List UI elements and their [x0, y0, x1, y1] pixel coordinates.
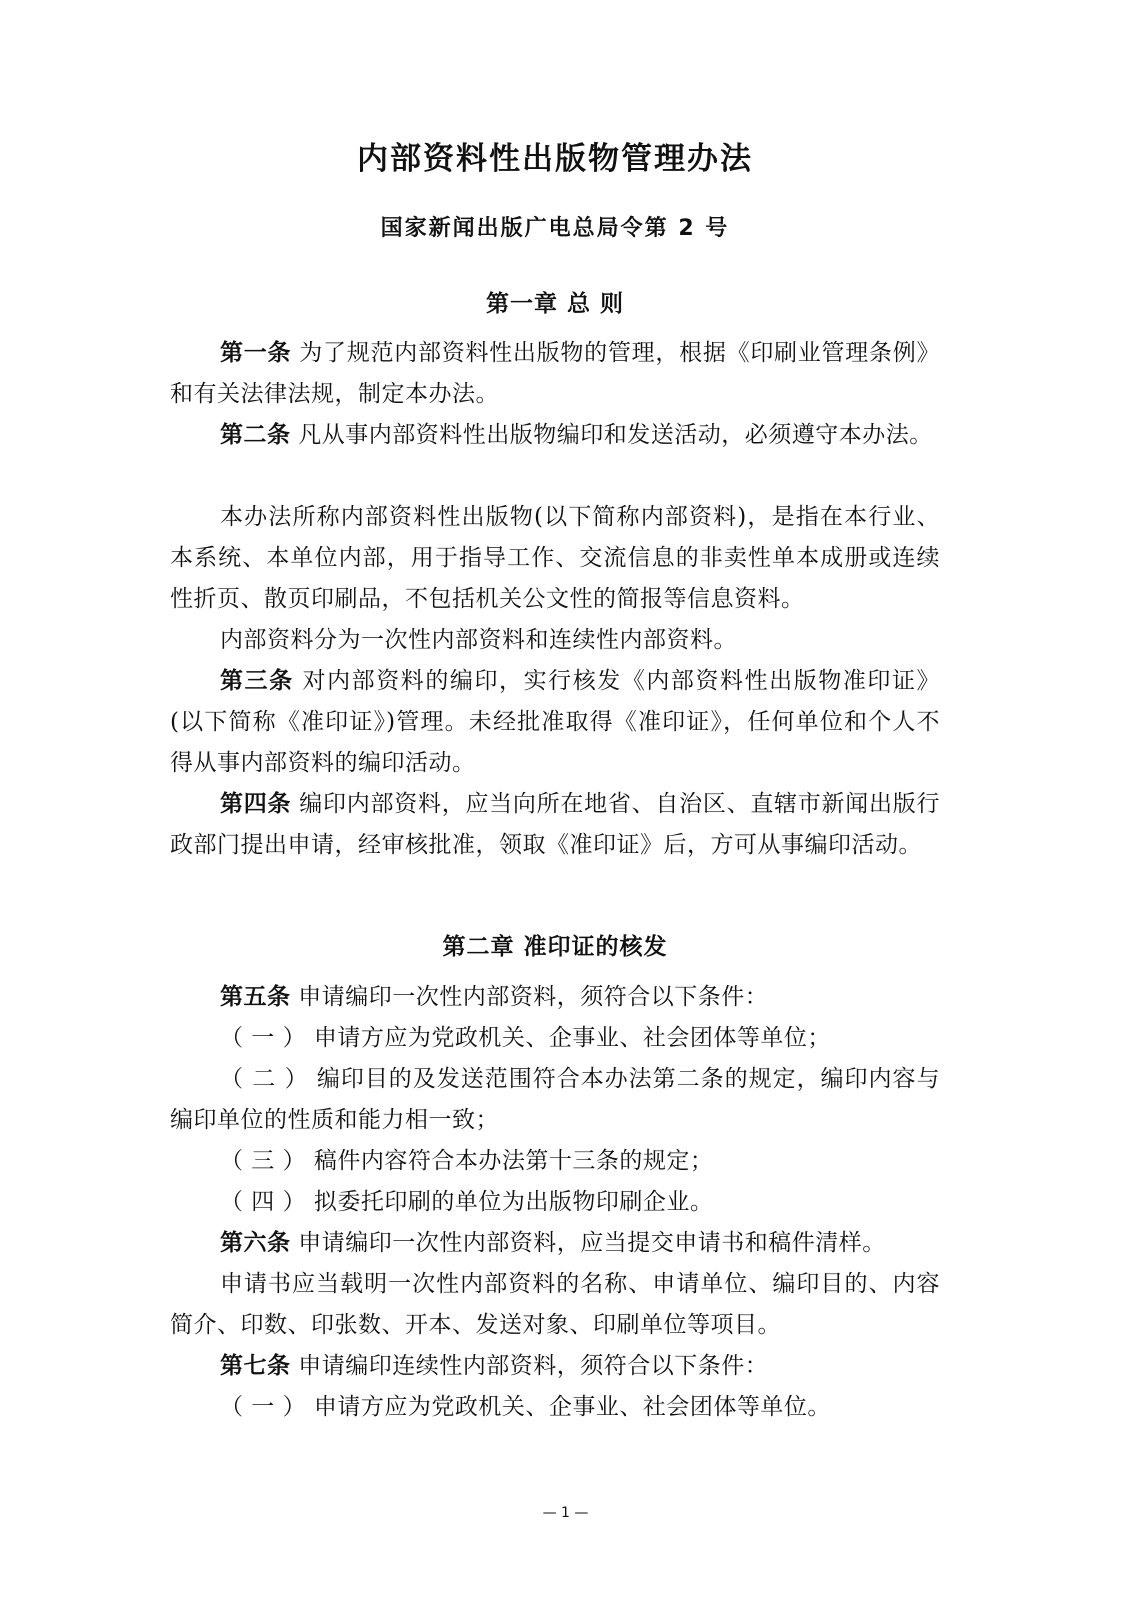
- article-text: 凡从事内部资料性出版物编印和发送活动，必须遵守本办法。: [290, 422, 933, 448]
- article-text: 为了规范内部资料性出版物的管理，根据《印刷业管理条例》和有关法律法规，制定本办法。: [170, 340, 940, 407]
- article-label: 第四条: [220, 791, 292, 817]
- article-4: [170, 784, 940, 866]
- chapter-heading-2: 第二章 准印证的核发: [442, 934, 668, 960]
- article-5-item-3: （ 三 ） 稿件内容符合本办法第十三条的规定；: [220, 1148, 714, 1174]
- article-text: 编印内部资料，应当向所在地省、自治区、直辖市新闻出版行政部门提出申请，经审核批准，领取《准印证》后，方可从事编印活动。: [170, 791, 940, 858]
- article-6: [170, 1223, 940, 1264]
- article-3: [170, 661, 940, 784]
- paragraph-definition: 本办法所称内部资料性出版物(以下简称内部资料)，是指在本行业、本系统、本单位内部，用于指导工作、交流信息的非卖性单本成册或连续性折页、散页印刷品，不包括机关公文性的简报等信息资料。: [170, 504, 940, 612]
- article-label: 第二条: [220, 422, 291, 448]
- article-7: [170, 1346, 940, 1387]
- article-label: 第一条: [220, 340, 292, 366]
- article-5-item-2: （ 二 ） 编印目的及发送范围符合本办法第二条的规定，编印内容与编印单位的性质和能力相一致；: [170, 1066, 940, 1133]
- article-label: 第六条: [220, 1230, 291, 1256]
- document-subtitle: 国家新闻出版广电总局令第 2 号: [380, 216, 730, 241]
- article-label: 第七条: [220, 1353, 291, 1379]
- article-5-item-4: （ 四 ） 拟委托印刷的单位为出版物印刷企业。: [220, 1189, 714, 1215]
- article-text: 申请编印一次性内部资料，须符合以下条件：: [290, 984, 769, 1010]
- article-text: 对内部资料的编印，实行核发《内部资料性出版物准印证》(以下简称《准印证》)管理。未经批准取得《准印证》，任何单位和个人不得从事内部资料的编印活动。: [170, 668, 941, 776]
- article-text: 申请编印连续性内部资料，须符合以下条件：: [290, 1353, 769, 1379]
- article-text: 申请编印一次性内部资料，应当提交申请书和稿件清样。: [290, 1230, 886, 1256]
- paragraph-application: 申请书应当载明一次性内部资料的名称、申请单位、编印目的、内容简介、印数、印张数、开本、发送对象、印刷单位等项目。: [170, 1271, 940, 1338]
- article-5-item-1: （ 一 ） 申请方应为党政机关、企事业、社会团体等单位；: [220, 1025, 831, 1051]
- article-label: 第五条: [220, 984, 291, 1010]
- article-5: [170, 977, 940, 1018]
- article-label: 第三条: [220, 668, 294, 694]
- document-title: 内部资料性出版物管理办法: [357, 141, 753, 177]
- paragraph-types: 内部资料分为一次性内部资料和连续性内部资料。: [220, 627, 737, 653]
- page-number: — 1 —: [542, 1505, 589, 1521]
- article-7-item-1: （ 一 ） 申请方应为党政机关、企事业、社会团体等单位。: [220, 1394, 831, 1420]
- chapter-heading-1: 第一章 总 则: [485, 291, 624, 317]
- article-1: [170, 333, 940, 415]
- article-2: [170, 415, 940, 456]
